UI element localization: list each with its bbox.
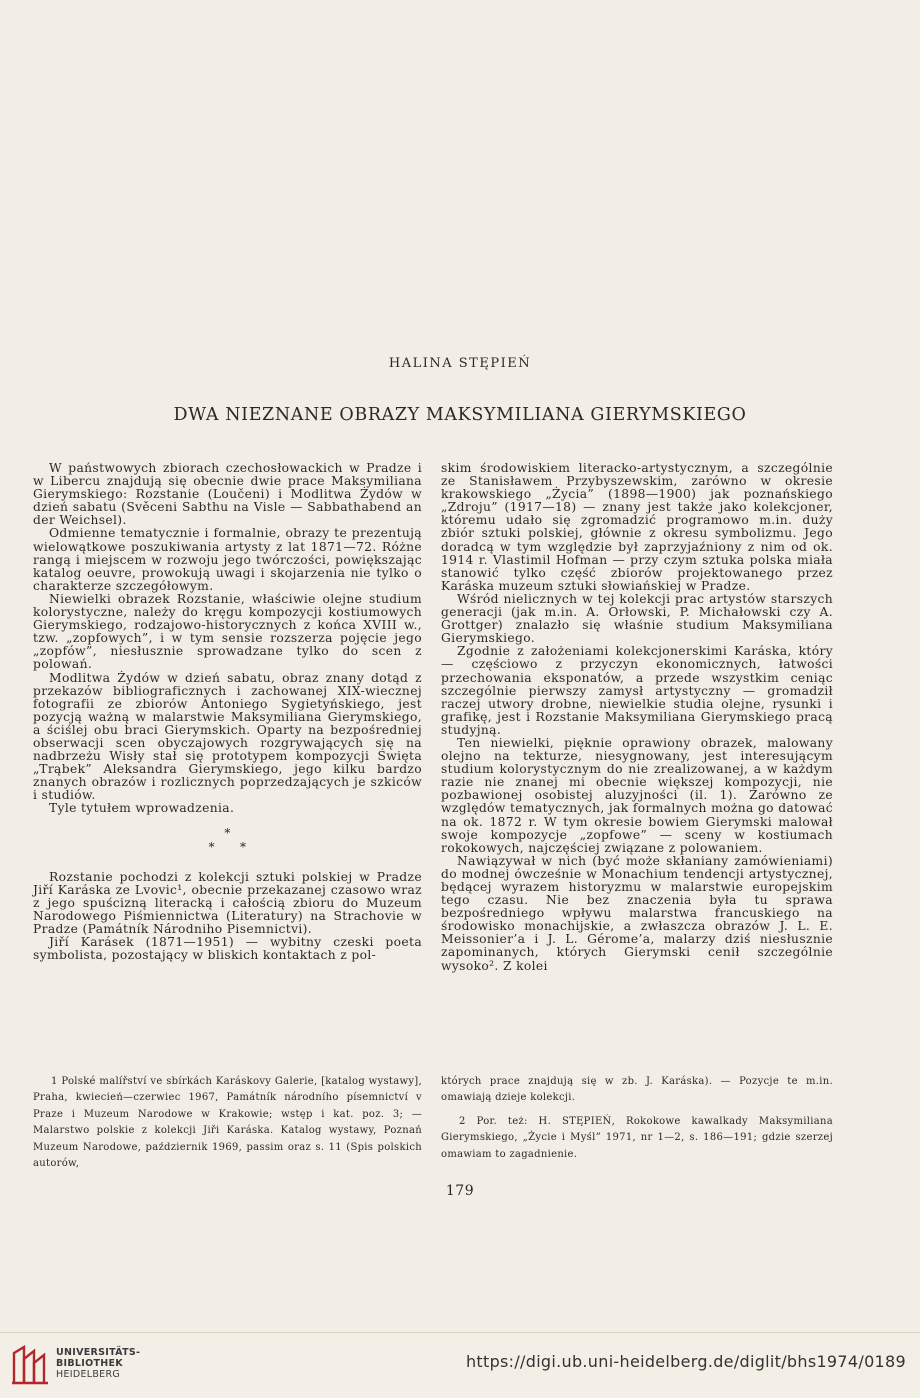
paragraph: Niewielki obrazek Rozstanie, właściwie olejne studium kolorystyczne, należy do kręgu kompozycji kostiumowych Gierymskiego, rodzajowo-historycznych z końca XVIII w., tzw. „zopfowych”, i w tym sensie rozszerza pojęcie jego „zopfów”, niesłusznie sprowadzane tylko do scen z polowań.	[33, 591, 422, 672]
footnotes-left	[33, 1074, 422, 1172]
university-library-logo-icon	[10, 1343, 50, 1385]
article-title: DWA NIEZNANE OBRAZY MAKSYMILIANA GIERYMSKIEGO	[173, 405, 747, 425]
paragraph: W państwowych zbiorach czechosłowackich w Pradze i w Libercu znajdują się obecnie dwie prace Maksymiliana Gierymskiego: Rozstanie (Loučeni) i Modlitwa Żydów w dzień sabatu (Svěceni Sabthu na Visle — Sabbathabend an der Weichsel).	[33, 461, 422, 528]
paragraph: Nawiązywał w nich (być może skłaniany zamówieniami) do modnej ówcześnie w Monachium tendencji artystycznej, będącej wyrazem historyzmu w malarstwie europejskim tego czasu. Nie bez znaczenia była tu sprawa bezpośredniego wpływu malarstwa francuskiego na środowisko monachijskie, a zwłaszcza obrazów J. L. E. Meissonier’a i J. L. Gérome’a, malarzy dziś niesłusznie zapominanych, których Gierymski cenił szczególnie wysoko². Z kolei	[441, 853, 833, 973]
library-name-line: BIBLIOTHEK	[56, 1358, 123, 1369]
article-author: HALINA STĘPIEŃ	[388, 356, 532, 371]
paragraph: Ten niewielki, pięknie oprawiony obrazek, malowany olejno na tekturze, niesygnowany, jest interesującym studium kolorystycznym do nie zrealizowanej, a w każdym razie nie znanej mi obecnie większej kompozycji, nie pozbawionej osobistej aluzyjności (il. 1). Zarówno ze względów tematycznych, jak formalnych można go datować na ok. 1872 r. W tym okresie bowiem Gierymski malował swoje kompozycje „zopfowe” — sceny w kostiumach rokokowych, najczęściej związane z polowaniem.	[441, 735, 833, 855]
text-column-right	[441, 462, 833, 973]
text-column-left	[33, 462, 422, 962]
paragraph: Tyle tytułem wprowadzenia.	[49, 801, 235, 816]
separator-star-top: *	[224, 825, 231, 840]
paragraph: skim środowiskiem literacko-artystycznym, a szczególnie ze Stanisławem Przybyszewskim, zarówno w okresie krakowskiego „Życia” (1898—1900) jak poznańskiego „Zdroju” (1917—18) — znany jest także jako kolekcjoner, któremu udało się zgromadzić programowo m.in. duży zbiór sztuki polskiej, głównie z okresu symbolizmu. Jego doradcą w tym względzie był zaprzyjaźniony z nim od ok. 1914 r. Vlastimil Hofman — przy czym sztuka polska miała stanowić tylko część zbiorów projektowanego przez Karáska muzeum sztuki słowiańskiej w Pradze.	[441, 461, 833, 593]
footnote: 2 Por. też: H. STĘPIEŃ, Rokokowe kawalkady Maksymiliana Gierymskiego, „Życie i Myśl” 1971, nr 1—2, s. 186—191; gdzie szerzej omawiam to zagadnienie.	[441, 1115, 833, 1160]
library-name	[56, 1347, 140, 1380]
section-separator	[33, 826, 422, 854]
paragraph: Jiří Karásek (1871—1951) — wybitny czeski poeta symbolista, pozostający w bliskich kontaktach z pol-	[33, 935, 422, 963]
footnote: 1 Polské malířství ve sbírkách Karáskovy Galerie, [katalog wystawy], Praha, kwiecień—czerwiec 1967, Památník národního písemnictví v Praze i Muzeum Narodowe w Krakowie; wstęp i kat. poz. 3; — Malarstwo polskie z kolekcji Jiři Karáska. Katalog wystawy, Poznań Muzeum Narodowe, październik 1969, passim oraz s. 11 (Spis polskich autorów,	[33, 1076, 422, 1170]
viewer-footer	[0, 1332, 920, 1398]
footnote-continuation: których prace znajdują się w zb. J. Karáska). — Pozycje te m.in. omawiają dzieje kolekcji.	[441, 1076, 833, 1104]
paragraph: Modlitwa Żydów w dzień sabatu, obraz znany dotąd z przekazów bibliograficznych i zachowanej XIX-wiecznej fotografii ze zbiorów Antoniego Sygietyńskiego, jest pozycją ważną w malarstwie Maksymiliana Gierymskiego, a ściślej obu braci Gierymskich. Oparty na bezpośredniej obserwacji scen obyczajowych rozgrywających się na nadbrzeżu Wisły stał się prototypem kompozycji Święta „Trąbek” Aleksandra Gierymskiego, jego kilku bardzo znanych obrazów i rozlicznych poprzedzających je szkiców i studiów.	[33, 670, 422, 803]
paragraph: Odmienne tematycznie i formalnie, obrazy te prezentują wielowątkowe poszukiwania artysty z lat 1871—72. Różne rangą i miejscem w rozwoju jego twórczości, powiększając katalog oeuvre, prowokują uwagi i skojarzenia nie tylko o charakterze szczegółowym.	[33, 526, 422, 593]
paragraph: Zgodnie z założeniami kolekcjonerskimi Karáska, który — częściowo z przyczyn ekonomicznych, łatwości przechowania eksponatów, a przede wszystkim ceniąc szczególnie pierwszy zamysł artystyczny — gromadził raczej utwory drobne, niewielkie studia olejne, rysunki i grafikę, jest i Rozstanie Maksymiliana Gierymskiego pracą studyjną.	[441, 644, 833, 737]
library-name-line: UNIVERSITÄTS-	[56, 1347, 141, 1358]
separator-stars-bottom: * *	[208, 839, 247, 854]
document-url-link[interactable]: https://digi.ub.uni-heidelberg.de/diglit/bhs1974/0189	[465, 1352, 906, 1371]
paragraph: Rozstanie pochodzi z kolekcji sztuki polskiej w Pradze Jiří Karáska ze Lvovic¹, obecnie przekazanej czasowo wraz z jego spuścizną literacką i całością zbioru do Muzeum Narodowego Piśmiennictwa (Literatury) na Strachovie w Pradze (Památník Národniho Pisemnictvi).	[33, 869, 422, 936]
footnotes-right	[441, 1074, 833, 1163]
paragraph: Wśród nielicznych w tej kolekcji prac artystów starszych generacji (jak m.in. A. Orłowski, P. Michałowski czy A. Grottger) znalazło się właśnie studium Maksymiliana Gierymskiego.	[441, 591, 833, 646]
library-name-line: HEIDELBERG	[56, 1369, 121, 1380]
page-number: 179	[445, 1183, 475, 1199]
